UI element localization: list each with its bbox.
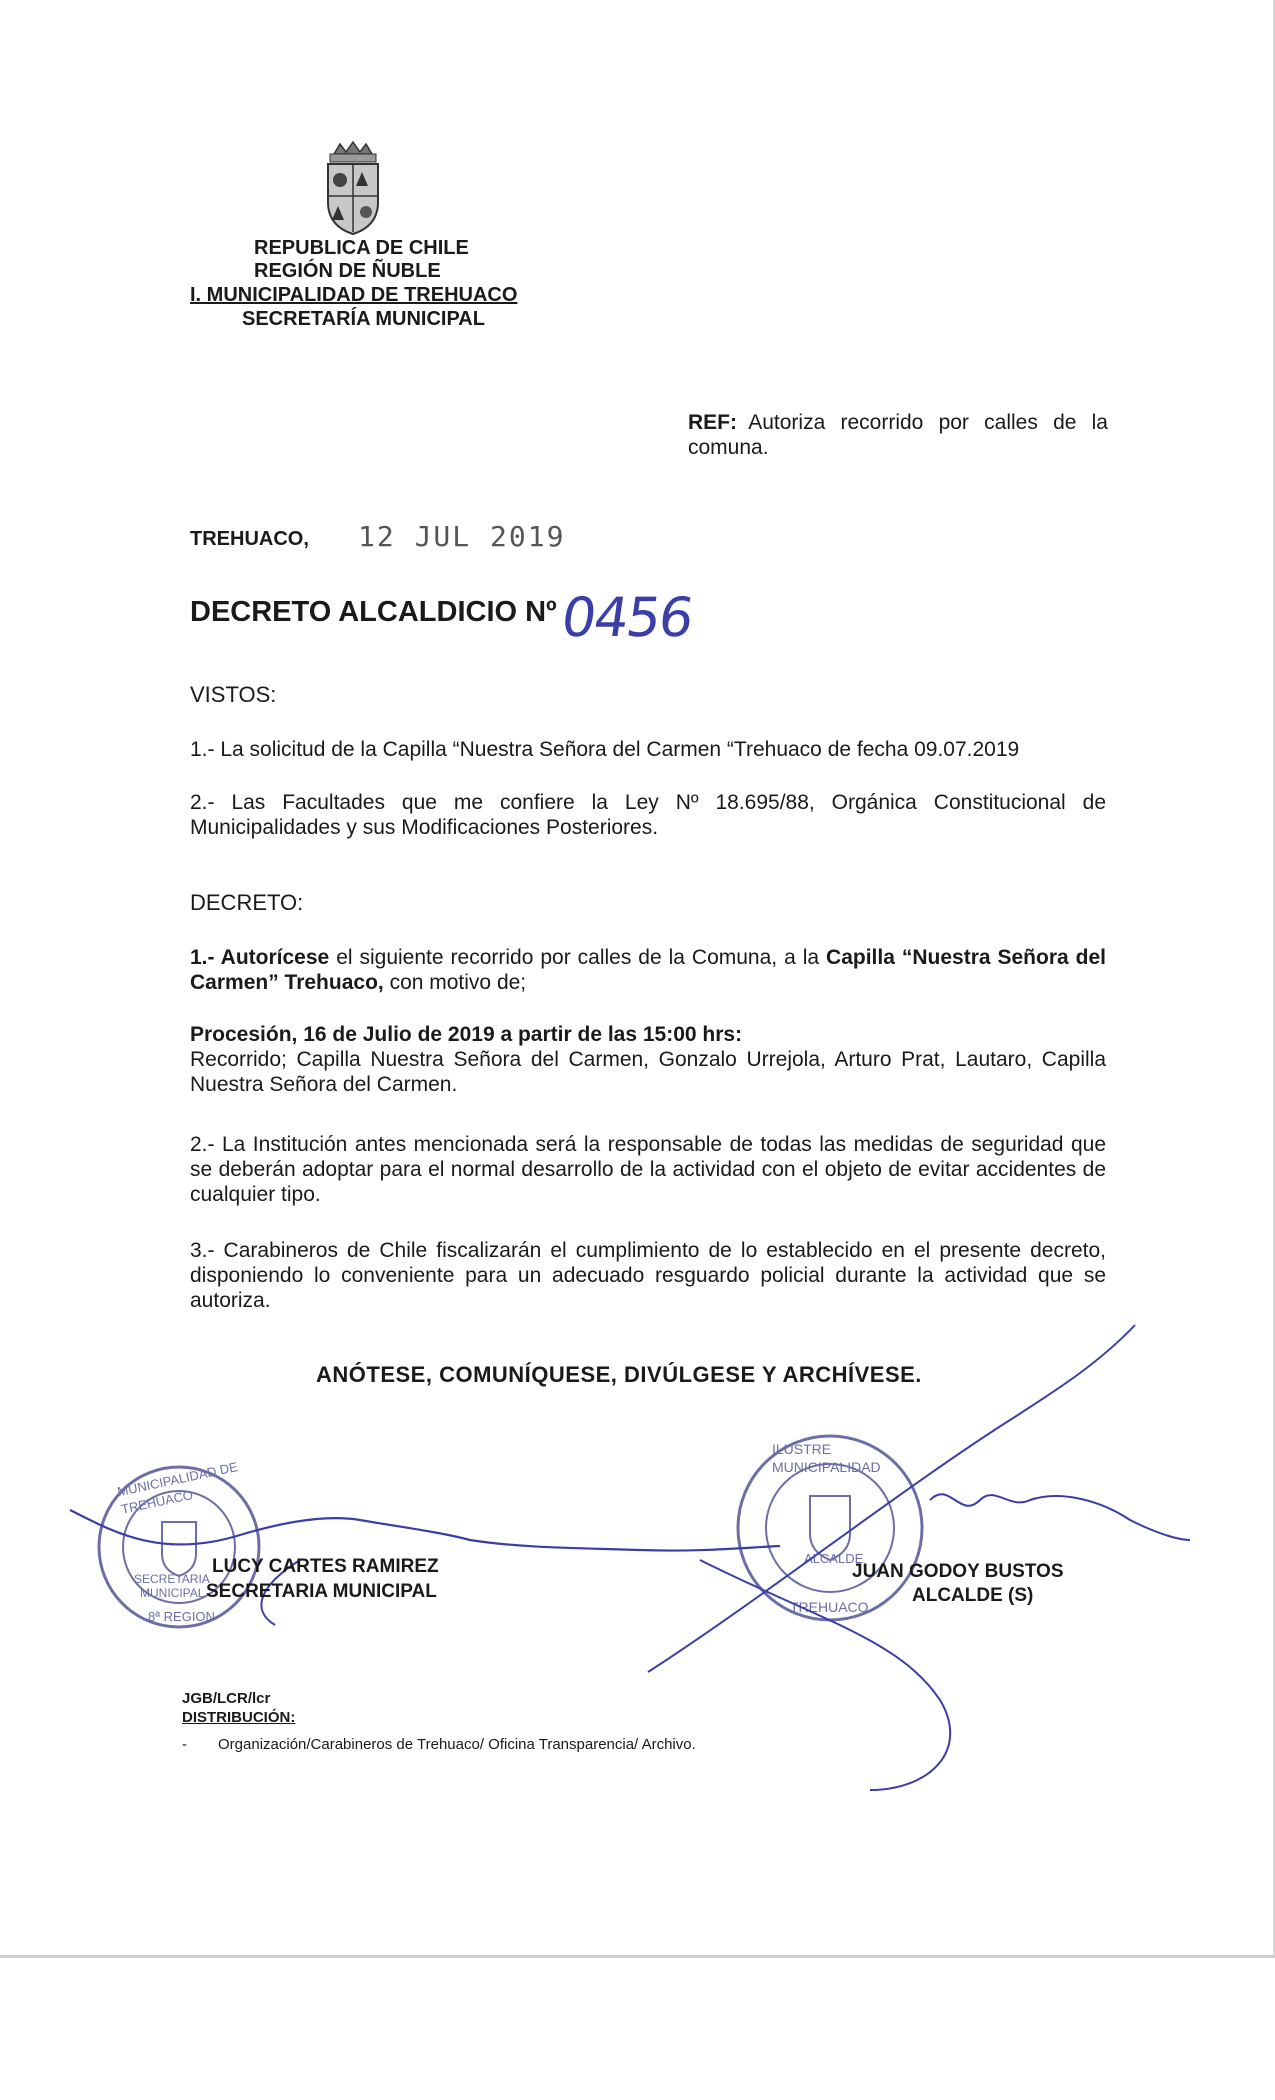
ref-label: REF: [688,411,737,434]
recorrido-text: Recorrido; Capilla Nuestra Señora del Carmen, Gonzalo Urrejola, Arturo Prat, Lautaro, Capilla Nuestra Señora del Carmen. [190,1048,1106,1096]
header-region: REGIÓN DE ÑUBLE [254,260,441,282]
signatory-right-title: ALCALDE (S) [912,1585,1034,1606]
signatory-right-name: JUAN GODOY BUSTOS [852,1561,1064,1582]
autoricese-label: 1.- Autorícese [190,946,330,969]
capilla-name: Capilla “Nuestra Señora del Carmen” Trehuaco, [190,946,1106,994]
header-secretariat: SECRETARÍA MUNICIPAL [242,308,485,330]
header-republic: REPUBLICA DE CHILE [254,237,469,259]
header-municipality: I. MUNICIPALIDAD DE TREHUACO [190,284,518,306]
stamp-left-ring-text: MUNICIPALIDAD DE TREHUACO [116,1459,240,1517]
footer-distribucion-label: DISTRIBUCIÓN: [182,1709,296,1726]
procesion-heading: Procesión, 16 de Julio de 2019 a partir de las 15:00 hrs: [190,1023,743,1046]
date-stamp: 12 JUL 2019 [358,520,566,553]
footer-initials: JGB/LCR/lcr [182,1690,271,1707]
decreto-item-2: 2.- La Institución antes mencionada será la responsable de todas las medidas de seguridad que se deberán adoptar para el normal desarrollo de la actividad con el objeto de evitar accidentes de cualquier tipo. [190,1133,1106,1206]
closing-formula: ANÓTESE, COMUNÍQUESE, DIVÚLGESE Y ARCHÍVESE. [316,1362,922,1387]
stamp-left-inner-1: SECRETARIA [134,1572,210,1586]
decreto-item-3: 3.- Carabineros de Chile fiscalizarán el cumplimiento de lo establecido en el presente decreto, disponiendo lo conveniente para un adecuado resguardo policial durante la actividad que se autoriza. [190,1239,1106,1312]
stamp-right-ring-text: ILUSTRE MUNICIPALIDAD [772,1441,881,1475]
vistos-item-2: 2.- Las Facultades que me confiere la Ley Nº 18.695/88, Orgánica Constitucional de Municipalidades y sus Modificaciones Posteriores. [190,791,1106,839]
decree-number-handwritten: 0456 [557,586,696,649]
stamp-left-inner-2: MUNICIPAL [140,1586,205,1600]
bullet-dash: - [182,1736,187,1753]
decreto-item-1-text-b: con motivo de; [383,971,527,994]
stamp-left-region: 8ª REGION [148,1609,215,1624]
decree-title-text: DECRETO ALCALDICIO Nº [190,596,557,628]
footer-distribucion-text: Organización/Carabineros de Trehuaco/ Oficina Transparencia/ Archivo. [218,1736,696,1753]
stamp-right-bottom: TREHUACO [790,1599,869,1615]
decreto-heading: DECRETO: [190,890,304,915]
vistos-item-1: 1.- La solicitud de la Capilla “Nuestra Señora del Carmen “Trehuaco de fecha 09.07.2019 [190,738,1020,761]
ref-text: Autoriza recorrido por calles de la comuna. [688,411,1108,459]
stamp-right-inner: ALCALDE [804,1551,864,1566]
footer-distribucion-item [182,1736,696,1754]
place-label: TREHUACO, [190,528,309,550]
signatory-left-name: LUCY CARTES RAMIREZ [212,1556,439,1577]
signatory-left-title: SECRETARIA MUNICIPAL [206,1581,437,1602]
decreto-item-1-text-a: el siguiente recorrido por calles de la Comuna, a la [329,946,827,969]
vistos-heading: VISTOS: [190,682,277,707]
